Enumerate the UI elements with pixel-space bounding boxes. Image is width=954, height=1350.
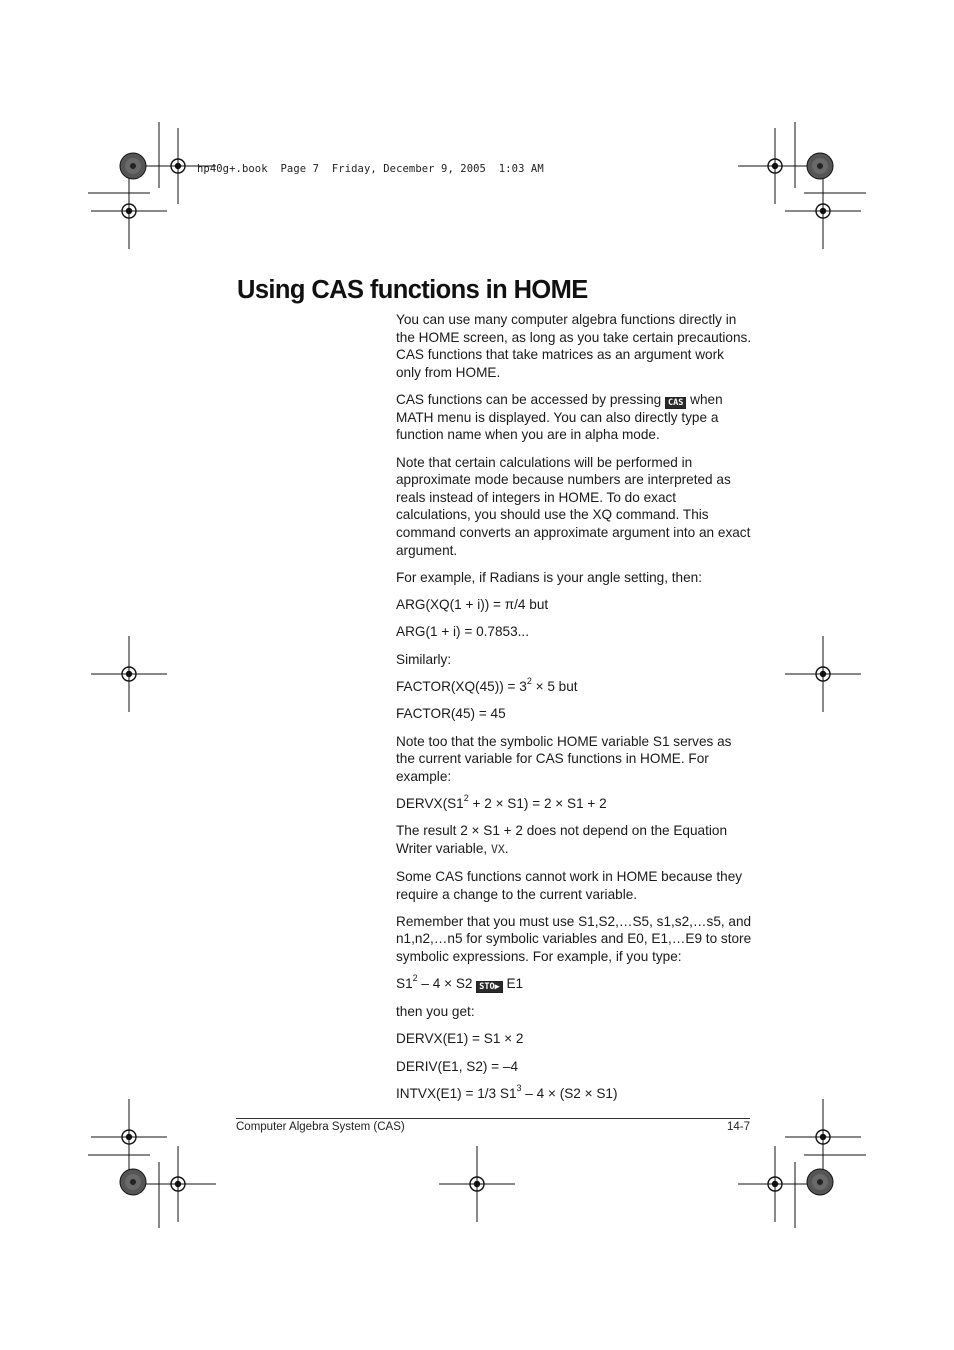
paragraph-example-intro: For example, if Radians is your angle setting, then:	[396, 569, 703, 585]
paragraph-approx: Note that certain calculations will be performed in approximate mode because numbers are interpreted as reals instead of integers in HOME. To do exact calculations, you should use the XQ command. This command converts an approximate argument into an exact argument.	[396, 454, 751, 558]
paragraph-limits: Some CAS functions cannot work in HOME because they require a change to the current variable.	[396, 869, 743, 902]
footer-chapter: Computer Algebra System (CAS)	[236, 1121, 405, 1133]
result-text: The result 2 × S1 + 2 does not depend on the Equation Writer variable,	[396, 823, 728, 856]
footer-rule	[236, 1118, 750, 1119]
access-text-a: CAS functions can be accessed by pressing	[396, 391, 662, 407]
store-exponent: 2	[412, 973, 418, 984]
body-text	[396, 311, 752, 1112]
paragraph-intro: You can use many computer algebra functions directly in the HOME screen, as long as you take certain precautions. CAS functions that take matrices as an argument work only from HOME.	[396, 312, 752, 380]
cas-key-icon: CAS	[665, 397, 686, 409]
example-dervx-e1: DERVX(E1) = S1 × 2	[396, 1031, 524, 1047]
page-title: Using CAS functions in HOME	[237, 276, 588, 304]
example-factor: FACTOR(45) = 45	[396, 706, 506, 722]
example-arg: ARG(1 + i) = 0.7853...	[396, 624, 529, 640]
factor-xq-text: FACTOR(XQ(45)) = 3	[396, 678, 527, 694]
dervx-text: DERVX(S1	[396, 795, 464, 811]
print-stamp: hp40g+.book Page 7 Friday, December 9, 2005 1:03 AM	[197, 163, 544, 175]
paragraph-access	[396, 391, 752, 444]
paragraph-s1: Note too that the symbolic HOME variable S1 serves as the current variable for CAS functions in HOME. For example:	[396, 733, 732, 784]
store-target: E1	[502, 976, 524, 991]
factor-xq-exponent: 2	[526, 676, 532, 687]
then-label: then you get:	[396, 1003, 475, 1019]
access-text-b: when MATH menu is displayed. You can also directly type a function name when you are in alpha mode.	[396, 391, 723, 443]
example-intvx-e1	[396, 1085, 752, 1103]
dervx-exponent: 2	[463, 793, 469, 804]
example-factor-xq	[396, 678, 752, 696]
factor-xq-rest: × 5 but	[531, 678, 578, 694]
paragraph-result	[396, 822, 752, 858]
footer-page-number: 14-7	[726, 1121, 750, 1133]
example-dervx	[396, 795, 752, 813]
example-arg-xq: ARG(XQ(1 + i)) = π/4 but	[396, 596, 549, 612]
example-deriv-e1: DERIV(E1, S2) = –4	[396, 1058, 519, 1074]
store-middle: – 4 × S2	[417, 976, 477, 991]
example-store	[396, 975, 752, 993]
intvx-text: INTVX(E1) = 1/3 S1	[396, 1085, 517, 1101]
dervx-rest: + 2 × S1) = 2 × S1 + 2	[468, 795, 607, 811]
result-end: .	[504, 840, 509, 856]
store-text: S1	[396, 976, 413, 991]
sto-key-icon: STO▶	[476, 981, 502, 993]
intvx-rest: – 4 × (S2 × S1)	[521, 1085, 618, 1101]
paragraph-variables: Remember that you must use S1,S2,…S5, s1,s2,…s5, and n1,n2,…n5 for symbolic variables and E0, E1,…E9 to store symbolic expressions. For example, if you type:	[396, 913, 752, 964]
similarly-label: Similarly:	[396, 651, 452, 667]
vx-code: VX	[490, 841, 505, 856]
intvx-exponent: 3	[516, 1083, 522, 1094]
